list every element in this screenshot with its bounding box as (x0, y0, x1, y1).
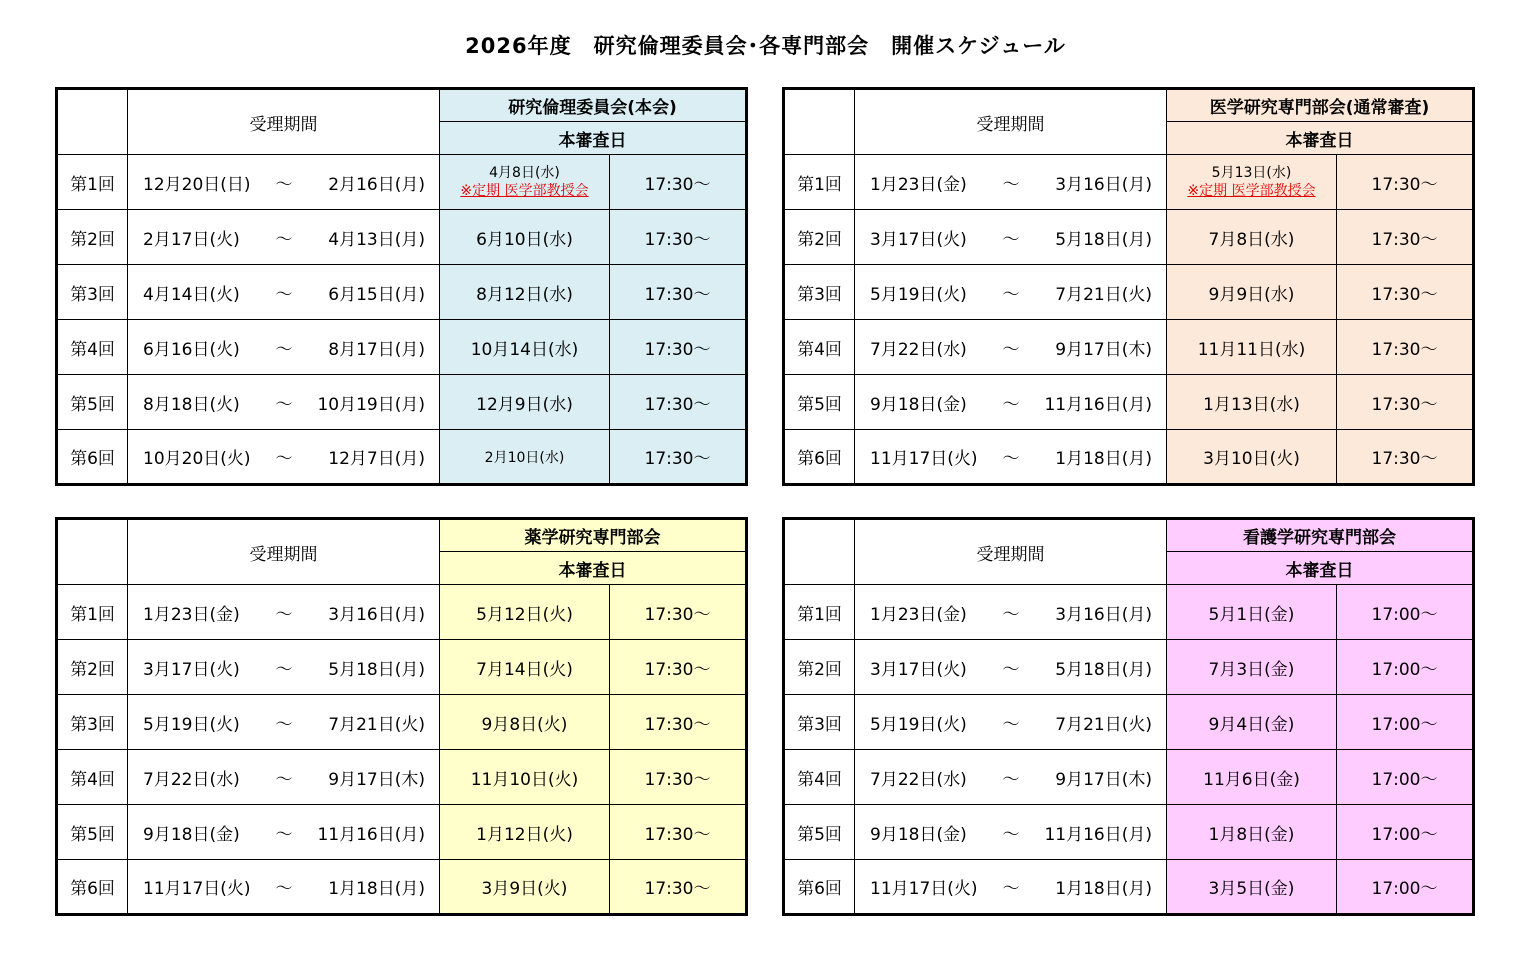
round-label: 第2回 (57, 640, 128, 695)
review-time: 17:30～ (610, 640, 747, 695)
table-row (57, 320, 747, 375)
acceptance-period (855, 155, 1167, 210)
table-row (784, 695, 1474, 750)
period-start: 11月17日(火) (870, 449, 978, 469)
schedule-table-medical-research (782, 87, 1475, 486)
period-start: 5月19日(火) (870, 714, 967, 735)
period-start: 1月23日(金) (143, 604, 240, 625)
period-tilde: ～ (1002, 824, 1020, 845)
period-tilde: ～ (275, 769, 293, 790)
table-row (784, 155, 1474, 210)
table-row (784, 585, 1474, 640)
period-end: 10月19日(月) (317, 394, 425, 415)
review-date-text: 5月13日(水) (1211, 165, 1292, 181)
period-end: 9月17日(木) (1055, 339, 1152, 360)
table-row (784, 860, 1474, 915)
period-end: 11月16日(月) (1044, 394, 1152, 415)
period-tilde: ～ (1002, 604, 1020, 625)
review-time: 17:30～ (610, 210, 747, 265)
table-row (57, 750, 747, 805)
review-time: 17:00～ (1337, 640, 1474, 695)
review-time: 17:30～ (610, 695, 747, 750)
round-label: 第3回 (784, 695, 855, 750)
period-tilde: ～ (1002, 174, 1020, 195)
acceptance-period (855, 695, 1167, 750)
review-date: 10月14日(水) (440, 320, 610, 375)
table-row (57, 430, 747, 485)
period-start: 3月17日(火) (143, 659, 240, 680)
period-start: 8月18日(火) (143, 394, 240, 415)
period-tilde: ～ (275, 824, 293, 845)
round-label: 第6回 (784, 430, 855, 485)
acceptance-period (128, 320, 440, 375)
period-end: 1月18日(月) (1055, 449, 1152, 469)
review-date: 11月6日(金) (1167, 750, 1337, 805)
acceptance-period (128, 750, 440, 805)
period-tilde: ～ (1002, 284, 1020, 305)
review-time: 17:30～ (610, 585, 747, 640)
acceptance-period (855, 860, 1167, 915)
period-tilde: ～ (275, 659, 293, 680)
review-date: 3月5日(金) (1167, 860, 1337, 915)
period-tilde: ～ (1002, 769, 1020, 790)
period-end: 5月18日(月) (1055, 229, 1152, 250)
period-tilde: ～ (1002, 394, 1020, 415)
period-header: 受理期間 (128, 89, 440, 155)
period-tilde: ～ (275, 174, 293, 195)
period-tilde: ～ (275, 229, 293, 250)
table-row (784, 640, 1474, 695)
period-start: 4月14日(火) (143, 284, 240, 305)
table-row (57, 805, 747, 860)
corner-cell (784, 89, 855, 155)
review-time: 17:30～ (1337, 210, 1474, 265)
table-row (57, 640, 747, 695)
panel-title: 医学研究専門部会(通常審査) (1167, 89, 1474, 122)
period-start: 5月19日(火) (870, 284, 967, 305)
period-tilde: ～ (275, 879, 293, 899)
round-label: 第6回 (784, 860, 855, 915)
schedule-table-nursing-research (782, 517, 1475, 916)
review-time: 17:30～ (610, 265, 747, 320)
review-time: 17:30～ (610, 750, 747, 805)
corner-cell (57, 519, 128, 585)
period-tilde: ～ (1002, 879, 1020, 899)
acceptance-period (128, 265, 440, 320)
round-label: 第6回 (57, 430, 128, 485)
period-end: 5月18日(月) (328, 659, 425, 680)
review-time: 17:30～ (1337, 320, 1474, 375)
period-start: 1月23日(金) (870, 604, 967, 625)
page-title: 2026年度 研究倫理委員会･各専門部会 開催スケジュール (465, 34, 1066, 58)
review-time: 17:30～ (610, 375, 747, 430)
period-start: 3月17日(火) (870, 659, 967, 680)
schedule-table-ethics-committee (55, 87, 748, 486)
period-start: 10月20日(火) (143, 449, 251, 469)
acceptance-period (855, 640, 1167, 695)
review-note: ※定期 医学部教授会 (1187, 183, 1316, 199)
period-end: 7月21日(火) (1055, 714, 1152, 735)
round-label: 第2回 (57, 210, 128, 265)
period-tilde: ～ (275, 604, 293, 625)
corner-cell (57, 89, 128, 155)
acceptance-period (855, 265, 1167, 320)
period-end: 8月17日(月) (328, 339, 425, 360)
corner-cell (784, 519, 855, 585)
period-tilde: ～ (275, 449, 293, 469)
review-date: 12月9日(水) (440, 375, 610, 430)
period-end: 4月13日(月) (328, 229, 425, 250)
round-label: 第1回 (784, 155, 855, 210)
review-date-header: 本審査日 (440, 552, 747, 585)
period-tilde: ～ (1002, 714, 1020, 735)
period-end: 3月16日(月) (1055, 174, 1152, 195)
review-time: 17:30～ (1337, 430, 1474, 485)
period-end: 9月17日(木) (1055, 769, 1152, 790)
acceptance-period (855, 430, 1167, 485)
period-tilde: ～ (275, 339, 293, 360)
round-label: 第1回 (784, 585, 855, 640)
period-start: 7月22日(水) (870, 339, 967, 360)
table-row (784, 210, 1474, 265)
acceptance-period (855, 585, 1167, 640)
round-label: 第5回 (57, 805, 128, 860)
review-date: 5月1日(金) (1167, 585, 1337, 640)
review-date: 9月8日(火) (440, 695, 610, 750)
period-tilde: ～ (1002, 449, 1020, 469)
period-header: 受理期間 (855, 89, 1167, 155)
review-time: 17:00～ (1337, 695, 1474, 750)
period-start: 7月22日(水) (143, 769, 240, 790)
review-date: 6月10日(水) (440, 210, 610, 265)
period-end: 7月21日(火) (328, 714, 425, 735)
schedule-table-pharmacy-research (55, 517, 748, 916)
period-header: 受理期間 (128, 519, 440, 585)
round-label: 第4回 (784, 750, 855, 805)
acceptance-period (128, 155, 440, 210)
round-label: 第2回 (784, 640, 855, 695)
acceptance-period (128, 805, 440, 860)
period-start: 7月22日(水) (870, 769, 967, 790)
table-row (57, 210, 747, 265)
period-start: 3月17日(火) (870, 229, 967, 250)
acceptance-period (128, 210, 440, 265)
review-time: 17:00～ (1337, 585, 1474, 640)
review-date: 7月8日(水) (1167, 210, 1337, 265)
period-end: 6月15日(月) (328, 284, 425, 305)
table-row (784, 750, 1474, 805)
period-end: 1月18日(月) (1055, 879, 1152, 899)
table-row (784, 265, 1474, 320)
review-time: 17:30～ (1337, 265, 1474, 320)
acceptance-period (855, 320, 1167, 375)
review-date-header: 本審査日 (1167, 122, 1474, 155)
period-end: 7月21日(火) (1055, 284, 1152, 305)
acceptance-period (128, 860, 440, 915)
panel-title: 看護学研究専門部会 (1167, 519, 1474, 552)
period-end: 11月16日(月) (1044, 824, 1152, 845)
round-label: 第4回 (57, 320, 128, 375)
review-time: 17:30～ (1337, 375, 1474, 430)
period-tilde: ～ (275, 714, 293, 735)
period-end: 11月16日(月) (317, 824, 425, 845)
period-start: 1月23日(金) (870, 174, 967, 195)
table-row (784, 805, 1474, 860)
period-start: 11月17日(火) (143, 879, 251, 899)
period-tilde: ～ (1002, 339, 1020, 360)
acceptance-period (128, 375, 440, 430)
round-label: 第2回 (784, 210, 855, 265)
round-label: 第5回 (57, 375, 128, 430)
period-start: 9月18日(金) (143, 824, 240, 845)
review-time: 17:00～ (1337, 750, 1474, 805)
review-time: 17:30～ (610, 860, 747, 915)
review-note: ※定期 医学部教授会 (460, 183, 589, 199)
period-tilde: ～ (275, 394, 293, 415)
review-time: 17:30～ (610, 430, 747, 485)
acceptance-period (128, 430, 440, 485)
review-date: 5月12日(火) (440, 585, 610, 640)
period-start: 11月17日(火) (870, 879, 978, 899)
period-header: 受理期間 (855, 519, 1167, 585)
acceptance-period (128, 695, 440, 750)
round-label: 第1回 (57, 585, 128, 640)
period-end: 9月17日(木) (328, 769, 425, 790)
period-tilde: ～ (275, 284, 293, 305)
review-date-text: 4月8日(水) (489, 165, 560, 181)
review-time: 17:00～ (1337, 860, 1474, 915)
round-label: 第3回 (784, 265, 855, 320)
period-tilde: ～ (1002, 659, 1020, 680)
review-date: 9月4日(金) (1167, 695, 1337, 750)
round-label: 第5回 (784, 805, 855, 860)
acceptance-period (128, 585, 440, 640)
table-row (57, 375, 747, 430)
review-date: 11月10日(火) (440, 750, 610, 805)
round-label: 第3回 (57, 265, 128, 320)
review-date (440, 155, 610, 210)
review-date-header: 本審査日 (440, 122, 747, 155)
period-end: 3月16日(月) (1055, 604, 1152, 625)
table-row (57, 860, 747, 915)
acceptance-period (855, 750, 1167, 805)
period-end: 2月16日(月) (328, 174, 425, 195)
acceptance-period (855, 375, 1167, 430)
review-date: 3月10日(火) (1167, 430, 1337, 485)
review-date: 7月14日(火) (440, 640, 610, 695)
round-label: 第6回 (57, 860, 128, 915)
review-time: 17:30～ (610, 155, 747, 210)
review-date: 9月9日(水) (1167, 265, 1337, 320)
review-date: 1月8日(金) (1167, 805, 1337, 860)
period-start: 5月19日(火) (143, 714, 240, 735)
period-start: 9月18日(金) (870, 824, 967, 845)
table-row (57, 155, 747, 210)
review-date: 1月12日(火) (440, 805, 610, 860)
review-date (1167, 155, 1337, 210)
period-start: 2月17日(火) (143, 229, 240, 250)
table-row (57, 585, 747, 640)
table-row (57, 695, 747, 750)
table-row (784, 430, 1474, 485)
review-date: 1月13日(水) (1167, 375, 1337, 430)
period-start: 12月20日(日) (143, 174, 251, 195)
round-label: 第5回 (784, 375, 855, 430)
review-date: 8月12日(水) (440, 265, 610, 320)
period-tilde: ～ (1002, 229, 1020, 250)
period-end: 12月7日(月) (328, 449, 425, 469)
period-end: 1月18日(月) (328, 879, 425, 899)
review-time: 17:30～ (1337, 155, 1474, 210)
period-end: 5月18日(月) (1055, 659, 1152, 680)
review-time: 17:30～ (610, 805, 747, 860)
round-label: 第1回 (57, 155, 128, 210)
review-date: 3月9日(火) (440, 860, 610, 915)
panel-title: 薬学研究専門部会 (440, 519, 747, 552)
round-label: 第4回 (784, 320, 855, 375)
acceptance-period (855, 210, 1167, 265)
review-time: 17:00～ (1337, 805, 1474, 860)
review-time: 17:30～ (610, 320, 747, 375)
table-row (784, 375, 1474, 430)
acceptance-period (855, 805, 1167, 860)
acceptance-period (128, 640, 440, 695)
review-date-header: 本審査日 (1167, 552, 1474, 585)
round-label: 第3回 (57, 695, 128, 750)
review-date: 2月10日(水) (440, 430, 610, 485)
period-start: 6月16日(火) (143, 339, 240, 360)
review-date: 11月11日(水) (1167, 320, 1337, 375)
period-end: 3月16日(月) (328, 604, 425, 625)
round-label: 第4回 (57, 750, 128, 805)
period-start: 9月18日(金) (870, 394, 967, 415)
table-row (57, 265, 747, 320)
table-row (784, 320, 1474, 375)
panel-title: 研究倫理委員会(本会) (440, 89, 747, 122)
review-date: 7月3日(金) (1167, 640, 1337, 695)
